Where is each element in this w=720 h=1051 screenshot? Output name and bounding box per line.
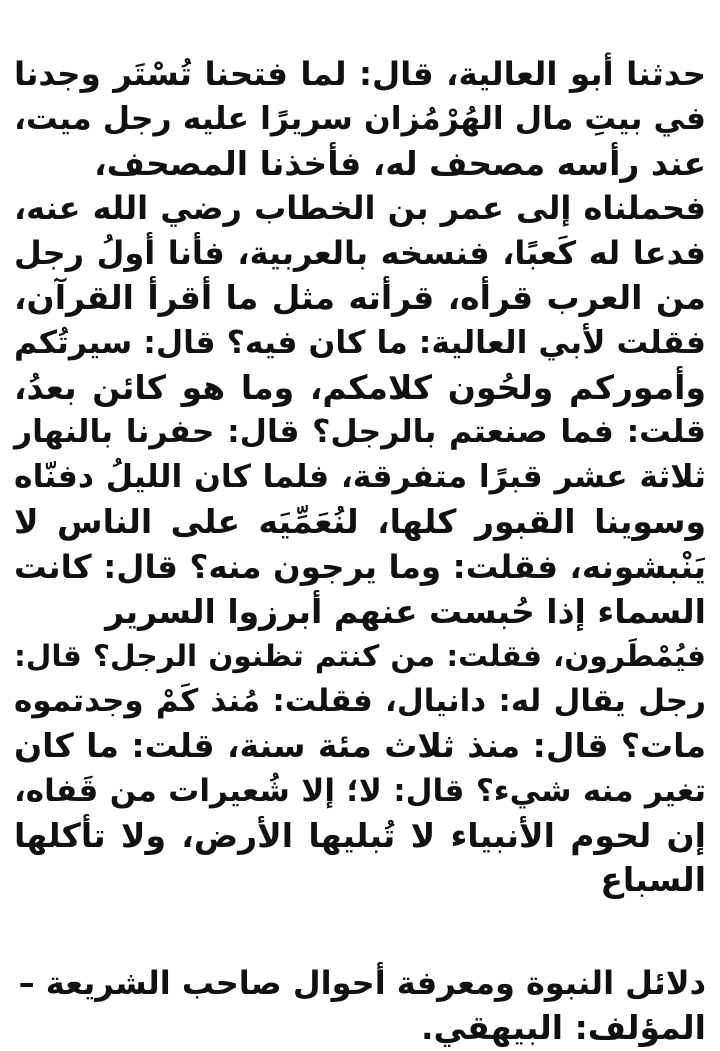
passage-line: إن لحوم الأنبياء لا تُبليها الأرض، ولا تأكلها [14, 815, 706, 855]
passage-line: فدعا له كَعبًا، فنسخه بالعربية، فأنا أولُ رجل [14, 234, 706, 273]
section-spacer [14, 903, 706, 961]
passage-line: ثلاثة عشر قبرًا متفرقة، فلما كان الليلُ دفنّاه [14, 459, 706, 496]
passage-line: مات؟ قال: منذ ثلاث مئة سنة، قلت: ما كان [14, 725, 706, 765]
passage-line: عند رأسه مصحف له، فأخذنا المصحف، [94, 143, 706, 183]
hadith-passage [14, 52, 706, 903]
passage-line: فحملناه إلى عمر بن الخطاب رضي الله عنه، [14, 189, 706, 228]
passage-line: وسوينا القبور كلها، لنُعَمِّيَه على الناس لا [14, 501, 706, 541]
passage-line: فقلت لأبي العالية: ما كان فيه؟ قال: سيرتُكم [14, 324, 706, 361]
passage-line: السماء إذا حُبست عنهم أبرزوا السرير [105, 591, 706, 631]
citation-book-title: دلائل النبوة ومعرفة أحوال صاحب الشريعة – [18, 964, 706, 1003]
passage-line: حدثنا أبو العالية، قال: لما فتحنا تُسْتَر وجدنا [14, 55, 706, 93]
passage-line: من العرب قرأه، قرأته مثل ما أقرأ القرآن، [14, 277, 706, 317]
passage-line: تغير منه شيء؟ قال: لا؛ إلا شُعيرات من قَفاه، [14, 772, 706, 809]
passage-line: قلت: فما صنعتم بالرجل؟ قال: حفرنا بالنهار [14, 414, 706, 451]
passage-line: فيُمْطَرون، فقلت: من كنتم تظنون الرجل؟ قال: [14, 639, 706, 674]
passage-line: يَنْبشونه، فقلت: وما يرجون منه؟ قال: كانت [14, 547, 706, 586]
passage-line: رجل يقال له: دانيال، فقلت: مُنذ كَمْ وجدتموه [14, 683, 706, 720]
passage-line: في بيتِ مال الهُرْمُزان سريرًا عليه رجل ميت، [14, 100, 706, 137]
source-citation [14, 961, 706, 1051]
passage-line: السباع [600, 860, 706, 900]
citation-author: المؤلف: البيهقي. [421, 1007, 706, 1047]
passage-line: وأموركم ولحُون كلامكم، وما هو كائن بعدُ، [14, 367, 706, 407]
